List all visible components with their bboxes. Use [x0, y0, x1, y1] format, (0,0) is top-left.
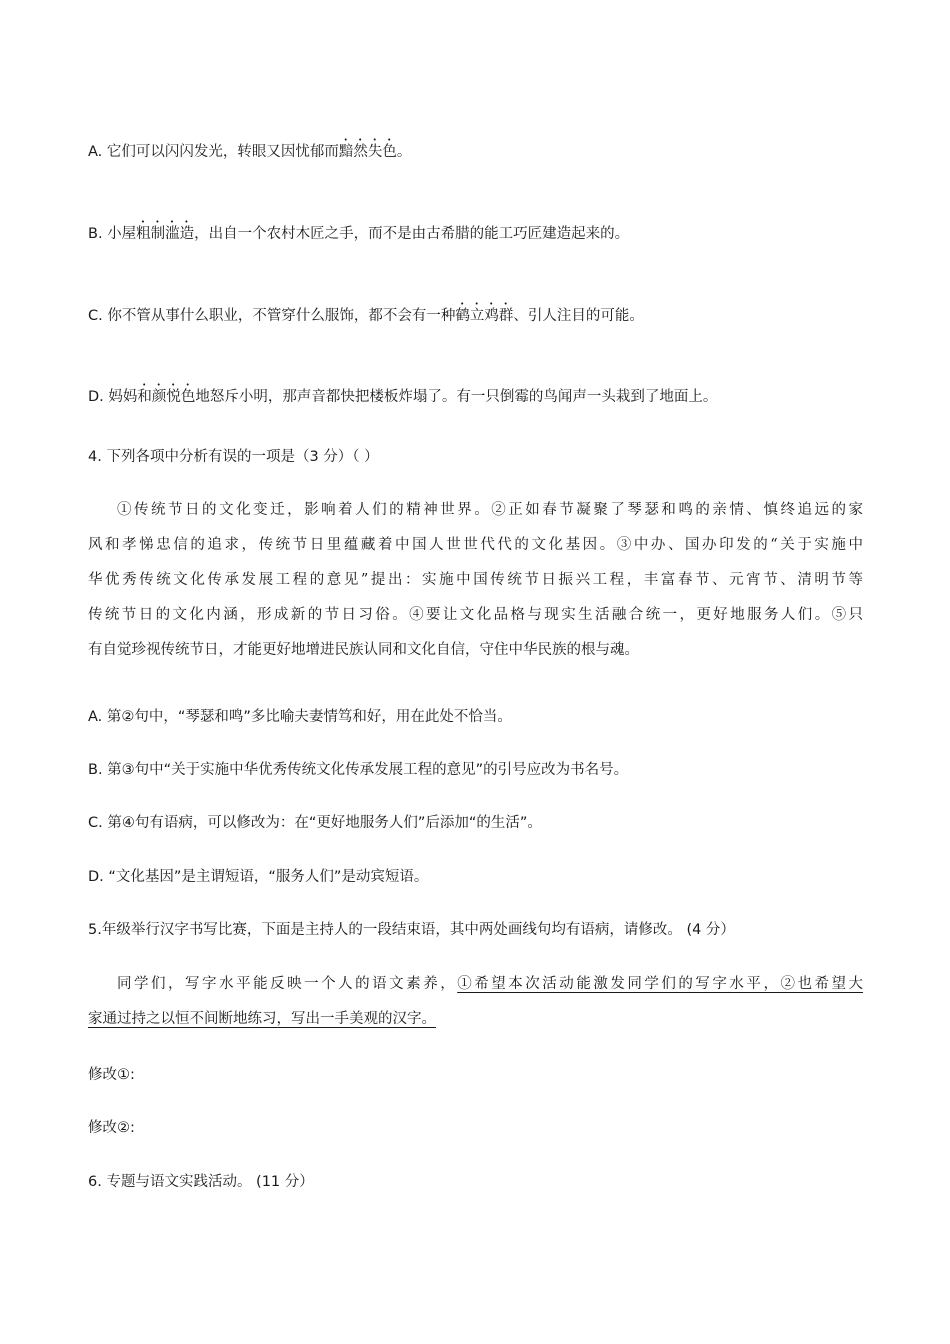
- q3-option-c: C. 你不管从事什么职业，不管穿什么服饰，都不会有一种鹤立鸡群、引人注目的可能。: [88, 308, 644, 324]
- q5-passage: [88, 967, 863, 1037]
- q4-passage-line: 华优秀传统文化传承发展工程的意见”提出：实施中国传统节日振兴工程，丰富春节、元宵节、清明节等: [88, 572, 863, 588]
- q4-passage-line: 传统节日的文化内涵，形成新的节日习俗。④要让文化品格与现实生活融合统一，更好地服务人们。⑤只: [88, 607, 863, 623]
- q3-option-a-dotted: 黯然失色: [338, 144, 397, 160]
- q4-passage-line: 风和孝悌忠信的追求，传统节日里蕴藏着中国人世世代代的文化基因。③中办、国办印发的“关于实施中: [88, 537, 863, 553]
- q4-option-c: C. 第④句有语病，可以修改为：在“更好地服务人们”后添加“的生活”。: [88, 815, 542, 831]
- q4-option-a: A. 第②句中，“琴瑟和鸣”多比喻夫妻情笃和好，用在此处不恰当。: [88, 709, 512, 725]
- q3-option-b-dotted: 粗制滥造: [136, 226, 195, 242]
- q5-passage-line-1: 同学们，写字水平能反映一个人的语文素养，①希望本次活动能激发同学们的写字水平，②也希望大: [117, 976, 863, 992]
- q4-option-d: D. “文化基因”是主谓短语，“服务人们”是动宾短语。: [88, 869, 429, 885]
- q3-option-a: A. 它们可以闪闪发光，转眼又因忧郁而黯然失色。: [88, 144, 412, 160]
- q3-option-c-dotted: 鹤立鸡群: [455, 308, 514, 324]
- q5-underlined-sentence-1: ①希望本次活动能激发同学们的写字水平，②也希望大: [457, 976, 863, 992]
- q4-option-b: B. 第③句中“关于实施中华优秀传统文化传承发展工程的意见”的引号应改为书名号。: [88, 762, 629, 778]
- q3-option-d-dotted: 和颜悦色: [137, 389, 196, 405]
- q4-stem: 4. 下列各项中分析有误的一项是（3 分）（ ）: [88, 449, 379, 465]
- q5-underlined-sentence-2: 家通过持之以恒不间断地练习，写出一手美观的汉字。: [88, 1011, 436, 1027]
- q6-stem: 6. 专题与语文实践活动。 (11 分）: [88, 1174, 314, 1190]
- q5-fix-1-label: 修改①:: [88, 1067, 135, 1083]
- q4-passage-line: ①传统节日的文化变迁，影响着人们的精神世界。②正如春节凝聚了琴瑟和鸣的亲情、慎终追远的家: [117, 502, 863, 518]
- q5-passage-line-2: [88, 1002, 863, 1037]
- q4-passage: [88, 493, 863, 668]
- q5-stem: 5.年级举行汉字书写比赛，下面是主持人的一段结束语，其中两处画线句均有语病，请修改。 (4 分）: [88, 922, 735, 938]
- q5-fix-2-label: 修改②:: [88, 1120, 135, 1136]
- q3-option-b: B. 小屋粗制滥造，出自一个农村木匠之手，而不是由古希腊的能工巧匠建造起来的。: [88, 226, 630, 242]
- q3-option-d: D. 妈妈和颜悦色地怒斥小明，那声音都快把楼板炸塌了。有一只倒霉的鸟闻声一头栽到了地面上。: [88, 389, 718, 405]
- q4-passage-line: 有自觉珍视传统节日，才能更好地增进民族认同和文化自信，守住中华民族的根与魂。: [88, 642, 639, 658]
